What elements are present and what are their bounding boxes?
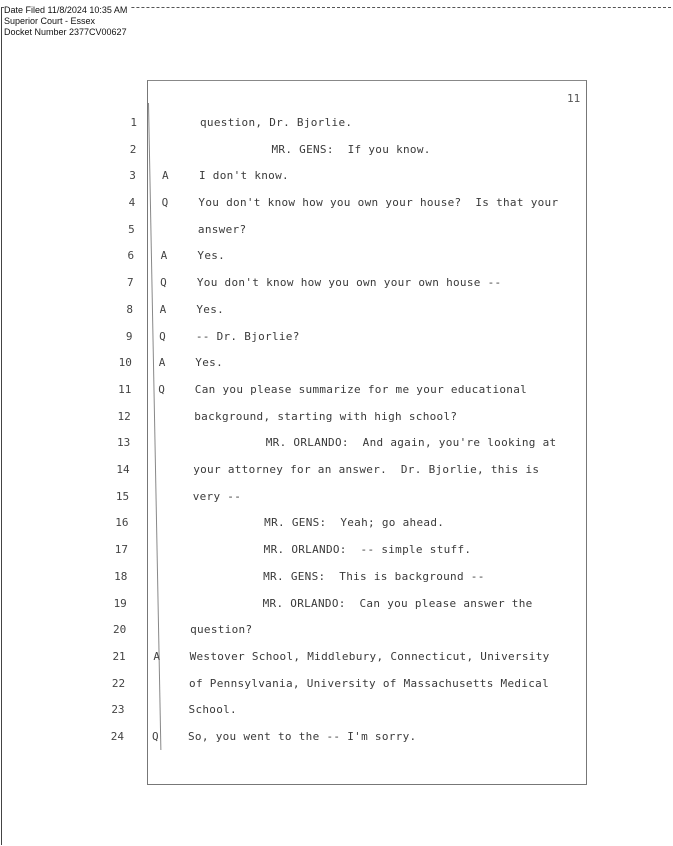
line-number: 5 — [128, 222, 135, 236]
line-number: 6 — [127, 249, 135, 263]
line-number: 7 — [126, 276, 134, 290]
transcript-line-text: of Pennsylvania, University of Massachusetts Medical — [189, 676, 550, 690]
speaker-marker: A — [160, 249, 168, 263]
transcript-line-text: MR. GENS: This is background -- — [263, 569, 485, 583]
transcript-line-text: Yes. — [195, 356, 223, 370]
line-number: 8 — [126, 302, 134, 316]
line-number: 17 — [114, 543, 128, 557]
transcript-line-text: MR. GENS: If you know. — [271, 142, 431, 156]
line-number: 22 — [111, 676, 126, 690]
line-number: 15 — [115, 489, 130, 503]
line-number: 19 — [113, 596, 127, 610]
transcript-line-text: MR. GENS: Yeah; go ahead. — [264, 516, 445, 530]
line-number: 2 — [129, 142, 137, 156]
speaker-marker: Q — [161, 196, 169, 210]
transcript-line-text: So, you went to the -- I'm sorry. — [188, 730, 417, 743]
date-filed: Date Filed 11/8/2024 10:35 AM — [4, 5, 128, 15]
transcript-line-text: question, Dr. Bjorlie. — [200, 116, 353, 129]
line-number: 4 — [128, 196, 136, 210]
line-number: 16 — [115, 516, 129, 530]
line-number: 10 — [118, 356, 132, 370]
speaker-marker: A — [158, 356, 166, 370]
line-number: 24 — [110, 730, 124, 743]
transcript-line-text: MR. ORLANDO: And again, you're looking at — [265, 436, 557, 450]
speaker-marker: Q — [158, 382, 165, 396]
transcript-line-text: You don't know how you own your own house -- — [196, 276, 502, 290]
speaker-marker: A — [153, 649, 161, 663]
speaker-marker: Q — [159, 329, 166, 343]
line-number: 20 — [113, 623, 127, 637]
speaker-marker: Q — [152, 730, 159, 743]
line-number: 18 — [114, 569, 128, 583]
transcript-page-number: 11 — [567, 92, 581, 105]
transcript-line-text: Westover School, Middlebury, Connecticut, University — [189, 649, 550, 663]
docket-number: Docket Number 2377CV00627 — [4, 27, 127, 37]
speaker-marker: A — [159, 302, 167, 316]
line-number: 14 — [116, 463, 130, 477]
line-number: 1 — [130, 116, 137, 129]
speaker-marker: A — [162, 169, 169, 183]
transcript-line-text: Can you please summarize for me your educational — [194, 382, 528, 396]
line-number: 12 — [117, 409, 131, 423]
transcript-line-text: answer? — [197, 222, 247, 236]
line-number: 9 — [125, 329, 133, 343]
line-number: 23 — [111, 703, 125, 717]
speaker-marker: Q — [160, 276, 167, 290]
transcript-line-text: Yes. — [197, 249, 226, 263]
filing-stamp — [4, 5, 130, 38]
transcript-line-text: You don't know how you own your house? Is that your — [198, 196, 559, 210]
transcript-line-text: -- Dr. Bjorlie? — [195, 329, 300, 343]
line-number: 3 — [129, 169, 136, 183]
line-number: 11 — [118, 382, 132, 396]
transcript-line-text: your attorney for an answer. Dr. Bjorlie, this is — [193, 463, 540, 477]
transcript-line-text: background, starting with high school? — [194, 409, 458, 423]
transcript-line-text: very -- — [192, 489, 242, 503]
transcript-line-text: MR. ORLANDO: -- simple stuff. — [263, 543, 472, 557]
transcript-line-text: MR. ORLANDO: Can you please answer the — [262, 596, 533, 610]
transcript-line-text: Yes. — [196, 302, 225, 316]
line-number: 21 — [112, 649, 126, 663]
line-number: 13 — [116, 436, 131, 450]
court-name: Superior Court - Essex — [4, 16, 96, 26]
transcript-line-text: School. — [188, 703, 237, 717]
transcript-line-text: question? — [190, 623, 253, 637]
transcript-line-text: I don't know. — [198, 169, 289, 183]
